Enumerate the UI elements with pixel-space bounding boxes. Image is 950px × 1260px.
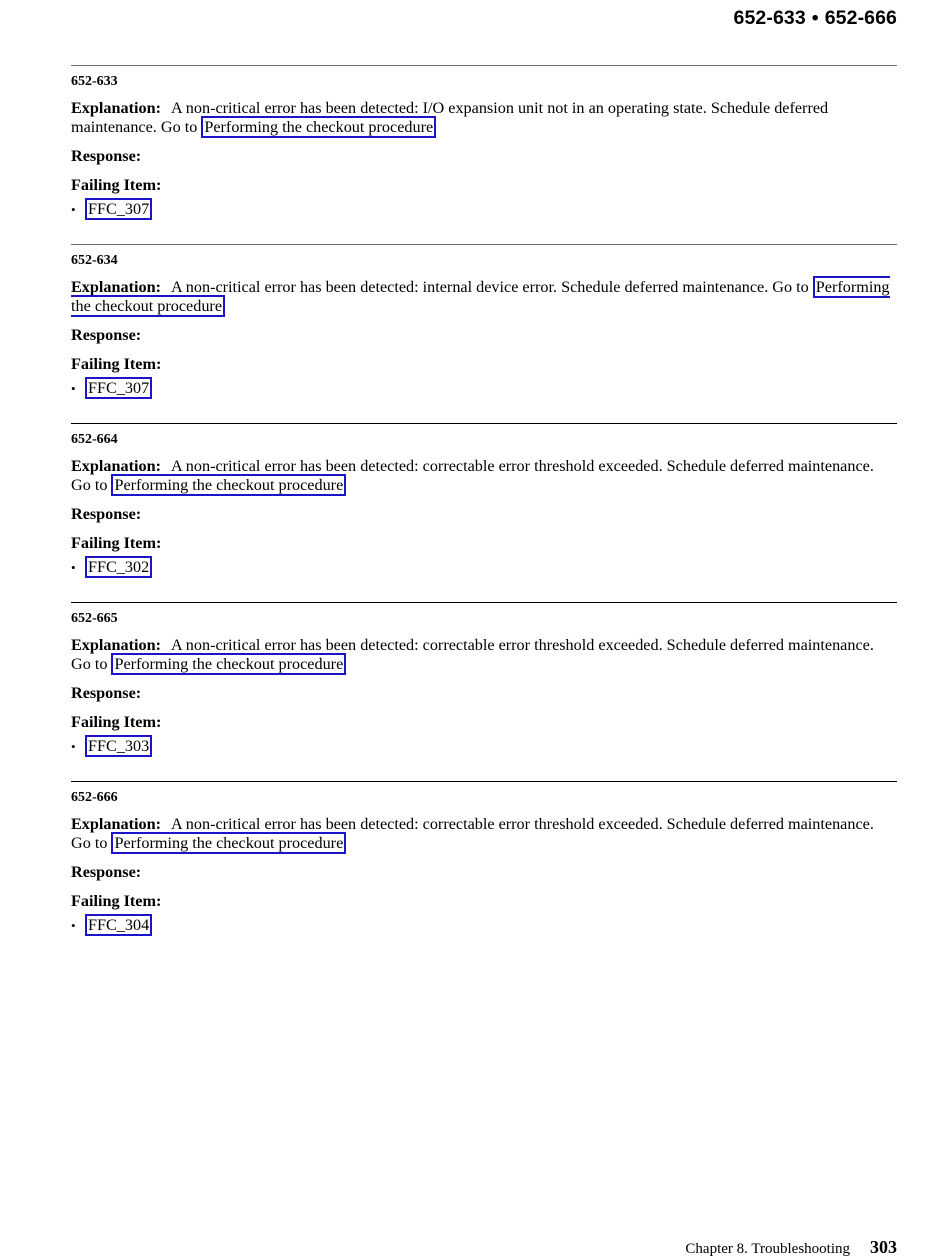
error-entry	[71, 244, 897, 423]
page-header	[734, 7, 897, 30]
failing-item-list	[71, 377, 897, 399]
failing-item-label: Failing Item:	[71, 892, 162, 910]
error-entry	[71, 781, 897, 960]
bullet-icon: •	[71, 917, 76, 933]
error-entry	[71, 65, 897, 244]
bullet-icon: •	[71, 738, 76, 754]
failing-item-label: Failing Item:	[71, 713, 162, 731]
error-entry	[71, 602, 897, 781]
explanation-text: A non-critical error has been detected: correctable error threshold exceeded. Schedule deferred maintenance. Go to	[71, 636, 874, 673]
error-entry	[71, 423, 897, 602]
error-code: 652-665	[71, 611, 118, 626]
bullet-icon: •	[71, 559, 76, 575]
page-number: 303	[870, 1237, 897, 1257]
response-label: Response:	[71, 863, 142, 881]
header-range-end: 652-666	[824, 7, 897, 29]
explanation-label: Explanation:	[71, 457, 161, 475]
page-footer	[685, 1237, 897, 1258]
failing-item-list	[71, 556, 897, 578]
explanation	[71, 815, 897, 853]
explanation-label: Explanation:	[71, 636, 161, 654]
checkout-procedure-link[interactable]: Performing the checkout procedure	[111, 653, 346, 675]
section-divider	[71, 244, 897, 245]
ffc-link[interactable]: FFC_303	[85, 735, 152, 757]
bullet-icon: •	[71, 201, 76, 217]
ffc-link[interactable]: FFC_304	[85, 914, 152, 936]
failing-item-label: Failing Item:	[71, 534, 162, 552]
checkout-procedure-link[interactable]: Performing the checkout procedure	[111, 474, 346, 496]
explanation-label: Explanation:	[71, 815, 161, 833]
failing-item-list	[71, 198, 897, 220]
section-divider	[71, 602, 897, 603]
error-code: 652-634	[71, 253, 118, 268]
explanation-text: A non-critical error has been detected: internal device error. Schedule deferred maintenance. Go to	[170, 278, 813, 296]
failing-item-label: Failing Item:	[71, 355, 162, 373]
error-code: 652-664	[71, 432, 118, 447]
list-item	[71, 735, 897, 757]
section-divider	[71, 423, 897, 424]
ffc-link[interactable]: FFC_307	[85, 198, 152, 220]
section-divider	[71, 781, 897, 782]
list-item	[71, 198, 897, 220]
bullet-icon: •	[71, 380, 76, 396]
error-code: 652-633	[71, 74, 118, 89]
explanation	[71, 99, 897, 137]
response-label: Response:	[71, 684, 142, 702]
footer-chapter-title: Chapter 8. Troubleshooting	[685, 1241, 850, 1257]
checkout-procedure-link[interactable]: Performing the checkout procedure	[71, 278, 890, 315]
failing-item-list	[71, 735, 897, 757]
checkout-procedure-link[interactable]: Performing the checkout procedure	[111, 832, 346, 854]
list-item	[71, 914, 897, 936]
explanation	[71, 278, 897, 316]
explanation-label: Explanation:	[71, 278, 161, 296]
response-label: Response:	[71, 505, 142, 523]
explanation-label: Explanation:	[71, 99, 161, 117]
explanation-text: A non-critical error has been detected: correctable error threshold exceeded. Schedule deferred maintenance. Go to	[71, 815, 874, 852]
response-label: Response:	[71, 326, 142, 344]
failing-item-label: Failing Item:	[71, 176, 162, 194]
explanation	[71, 457, 897, 495]
ffc-link[interactable]: FFC_302	[85, 556, 152, 578]
explanation-text: A non-critical error has been detected: correctable error threshold exceeded. Schedule deferred maintenance. Go to	[71, 457, 874, 494]
failing-item-list	[71, 914, 897, 936]
error-code: 652-666	[71, 790, 118, 805]
header-separator: •	[811, 7, 819, 29]
ffc-link[interactable]: FFC_307	[85, 377, 152, 399]
list-item	[71, 377, 897, 399]
list-item	[71, 556, 897, 578]
checkout-procedure-link[interactable]: Performing the checkout procedure	[201, 116, 436, 138]
header-range-start: 652-633	[733, 7, 806, 29]
error-code-list	[71, 65, 897, 960]
section-divider	[71, 65, 897, 66]
explanation	[71, 636, 897, 674]
response-label: Response:	[71, 147, 142, 165]
explanation-text: A non-critical error has been detected: I/O expansion unit not in an operating state. Schedule deferred maintenance. Go to	[71, 99, 829, 136]
